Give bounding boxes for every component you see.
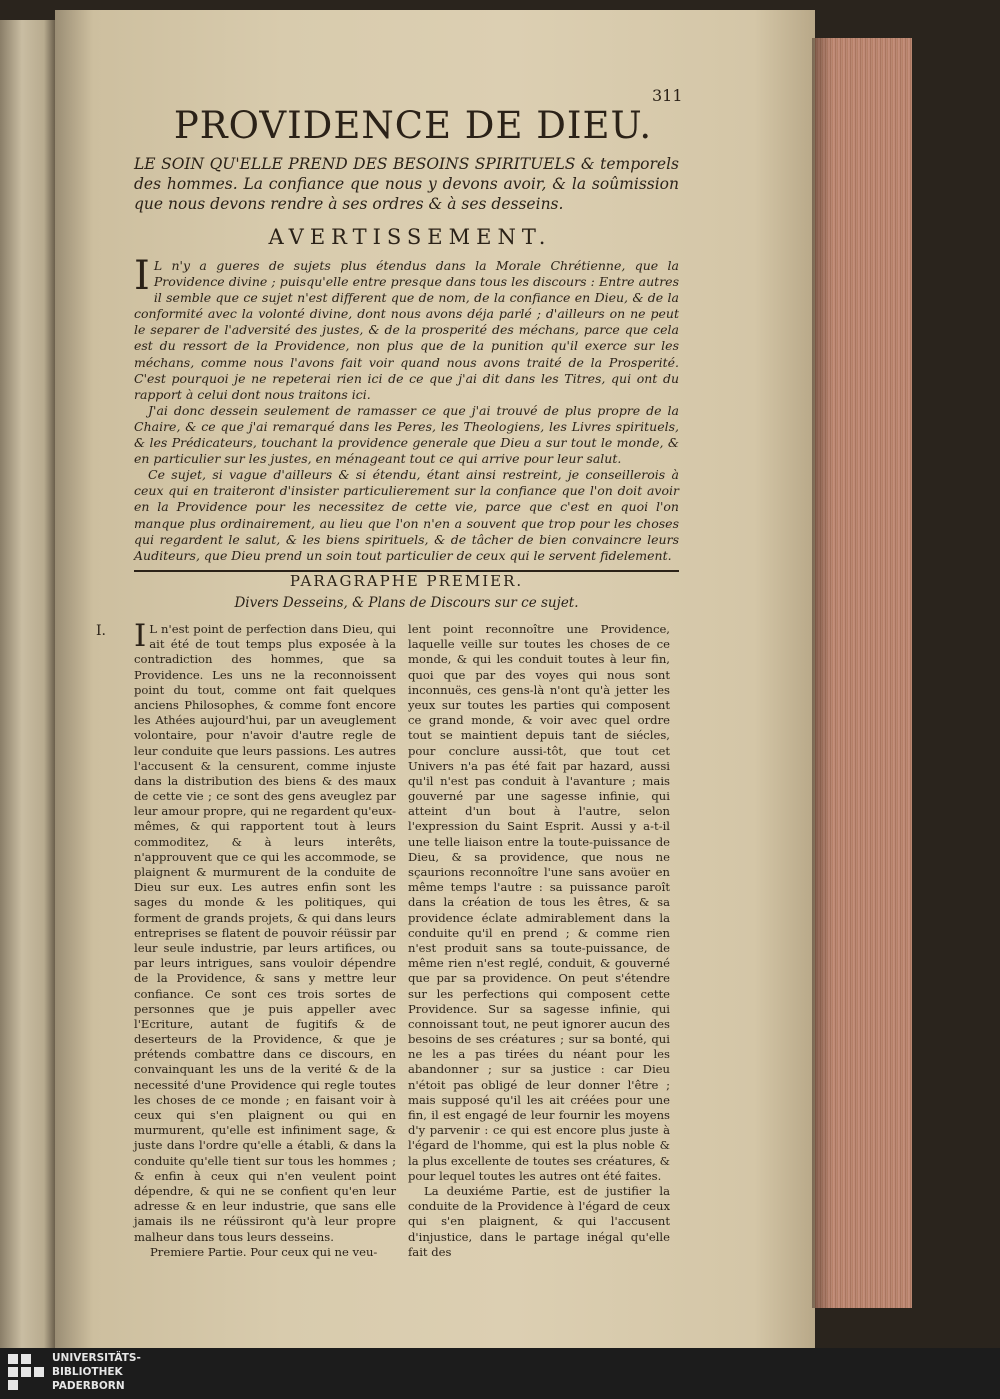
body-paragraph: Premiere Partie. Pour ceux qui ne veu- — [150, 1244, 378, 1259]
text-column-right — [408, 622, 670, 1260]
margin-numeral: I. — [96, 623, 106, 639]
body-paragraph: lent point reconnoître une Providence, laquelle veille sur toutes les choses de ce monde, & qui les conduit toutes à leur fin, quoi que par des voyes qui nous sont inconnuës, ces gens-là n'ont qu'à jetter les yeux sur toutes les parties qui composent ce grand monde, & voir avec quel ordre tout se maintient depuis tant de siécles, pour conclure aussi-tôt, que tout cet Univers n'a pas été fait par hazard, aussi qu'il n'est pas conduit à l'avanture ; mais gouverné par une sagesse infinie, qui atteint d'un bout à l'autre, selon l'expression du Saint Esprit. Aussi y a-t-il une telle liaison entre la toute-puissance de Dieu, & sa providence, que nous ne sçaurions reconnoître l'une sans avoüer en même temps l'autre : sa puissance paroît dans la création de tous les êtres, & sa providence éclate admirablement dans la conduite qu'il en prend ; & comme rien n'est produit sans sa toute-puissance, de même rien n'est reglé, conduit, & gouverné que par sa providence. On peut s'étendre sur les perfections qui composent cette Providence. Sur sa sagesse infinie, qui connoissant tout, ne peut ignorer aucun des besoins de ses créatures ; sur sa bonté, qui ne les a pas tirées du néant pour les abandonner ; sur sa justice : car Dieu n'étoit pas obligé de leur donner l'être ; mais supposé qu'il les ait créées pour une fin, il est engagé de leur fournir les moyens d'y parvenir : ce qui est encore plus juste à l'égard de l'homme, qui est la plus noble & la plus excellente de toutes ses créatures, & pour lequel toutes les autres ont été faites. — [408, 622, 670, 1183]
intro-paragraph: J'ai donc dessein seulement de ramasser ce que j'ai trouvé de plus propre de la Chaire, & ce que j'ai remarqué dans les Peres, les Theologiens, les Livres spirituels, & les Prédicateurs, touchant la providence generale que Dieu a sur tout le monde, & en particulier sur les justes, en ménageant tout ce qui arrive pour leur salut. — [134, 402, 679, 467]
library-footer — [0, 1348, 1000, 1399]
body-paragraph-text: L n'est point de perfection dans Dieu, qui ait été de tout temps plus exposée à la contradiction des hommes, que sa Providence. Les uns ne la reconnoissent point du tout, comme ont fait quelques anciens Philosophes, & comme font encore les Athées aujourd'hui, par un aveuglement volontaire, pour n'avoir d'autre regle de leur conduite que leurs passions. Les autres l'accusent & la censurent, comme injuste dans la distribution des biens & des maux de cette vie ; ce sont des gens aveuglez par leur amour propre, qui ne regardent qu'eux-mêmes, & qui rapportent tout à leurs commoditez, & à leurs interêts, n'approuvent que ce qui les accommode, se plaignent & murmurent de la conduite de Dieu sur eux. Les autres enfin sont les sages du monde & les politiques, qui forment de grands projets, & qui dans leurs entreprises se flatent de pouvoir réüssir par leur seule industrie, par leurs artifices, ou par leurs intrigues, sans vouloir dépendre de la Providence, & sans y mettre leur confiance. Ce sont ces trois sortes de personnes que je puis appeller avec l'Ecriture, autant de fugitifs & de deserteurs de la Providence, & que je prétends combattre dans ce discours, en convainquant les uns de la verité & de la necessité d'une Providence qui regle toutes les choses de ce monde ; en faisant voir à ceux qui s'en plaignent ou qui en murmurent, qu'elle est infiniment sage, & juste dans l'ordre qu'elle a établi, & dans la conduite qu'elle tient sur tous les hommes ; & enfin à ceux qui n'en veulent point dépendre, & qui ne se confient qu'en leur adresse & en leur industrie, que sans elle jamais ils ne réüssiront qu'à leur propre malheur dans tous leurs desseins. — [134, 622, 396, 1244]
avertissement-heading: AVERTISSEMENT. — [268, 225, 552, 249]
library-name-line: UNIVERSITÄTS- — [52, 1352, 141, 1364]
page-number: 311 — [652, 86, 683, 105]
library-name-line: BIBLIOTHEK — [52, 1366, 123, 1378]
paragraphe-heading: PARAGRAPHE PREMIER. — [289, 572, 524, 590]
intro-paragraph: Ce sujet, si vague d'ailleurs & si étendu, étant ainsi restreint, je conseillerois à ceux qui en traiteront d'insister particulierement sur la confiance que l'on doit avoir en la Providence pour les necessitez de cette vie, parce que c'est en quoi l'on manque plus ordinairement, au lieu que l'on n'en a souvent que trop pour les choses qui regardent le salut, & les biens spirituels, & de tâcher de bien convaincre leurs Auditeurs, que Dieu prend un soin tout particulier de ceux qui le servent fidelement. — [134, 467, 679, 563]
left-page-edge — [0, 20, 55, 1348]
intro-paragraph — [134, 253, 679, 403]
drop-cap: I — [134, 253, 150, 299]
library-name-line: PADERBORN — [52, 1380, 125, 1392]
avertissement-text — [134, 253, 679, 564]
drop-cap: I — [134, 618, 147, 654]
body-paragraph: La deuxiéme Partie, est de justifier la conduite de la Providence à l'égard de ceux qui s'en plaignent, & qui l'accusent d'injustice, dans le partage inégal qu'elle fait des — [408, 1183, 670, 1259]
body-paragraph — [134, 618, 396, 1245]
page-title: PROVIDENCE DE DIEU. — [173, 104, 653, 147]
edge-shadow — [812, 38, 832, 1308]
paragraphe-subheading: Divers Desseins, & Plans de Discours sur ce sujet. — [234, 595, 579, 611]
text-column-left — [134, 618, 396, 1260]
intro-paragraph-text: L n'y a gueres de sujets plus étendus dans la Morale Chrétienne, que la Providence divine ; puisqu'elle entre presque dans tous les discours : Entre autres il semble que ce sujet n'est different que de nom, de la confiance en Dieu, & de la conformité avec la volonté divine, dont nous avons déja parlé ; d'ailleurs on ne peut le separer de l'adversité des justes, & de la prosperité des méchans, parce que cela est du ressort de la Providence, non plus que de la punition qu'il exerce sur les méchans, comme nous l'avons fait voir quand nous avons traité de la Prosperité. C'est pourquoi je ne repeterai rien ici de ce que j'ai dit dans les Titres, qui ont du rapport à celui dont nous traitons ici. — [134, 258, 679, 402]
library-logo-icon — [6, 1352, 46, 1394]
library-name — [52, 1351, 141, 1393]
page-subtitle: LE SOIN QU'ELLE PREND DES BESOINS SPIRITUELS & temporels des hommes. La confiance que nous y devons avoir, & la soûmission que nous devons rendre à ses ordres & à ses desseins. — [134, 155, 679, 213]
